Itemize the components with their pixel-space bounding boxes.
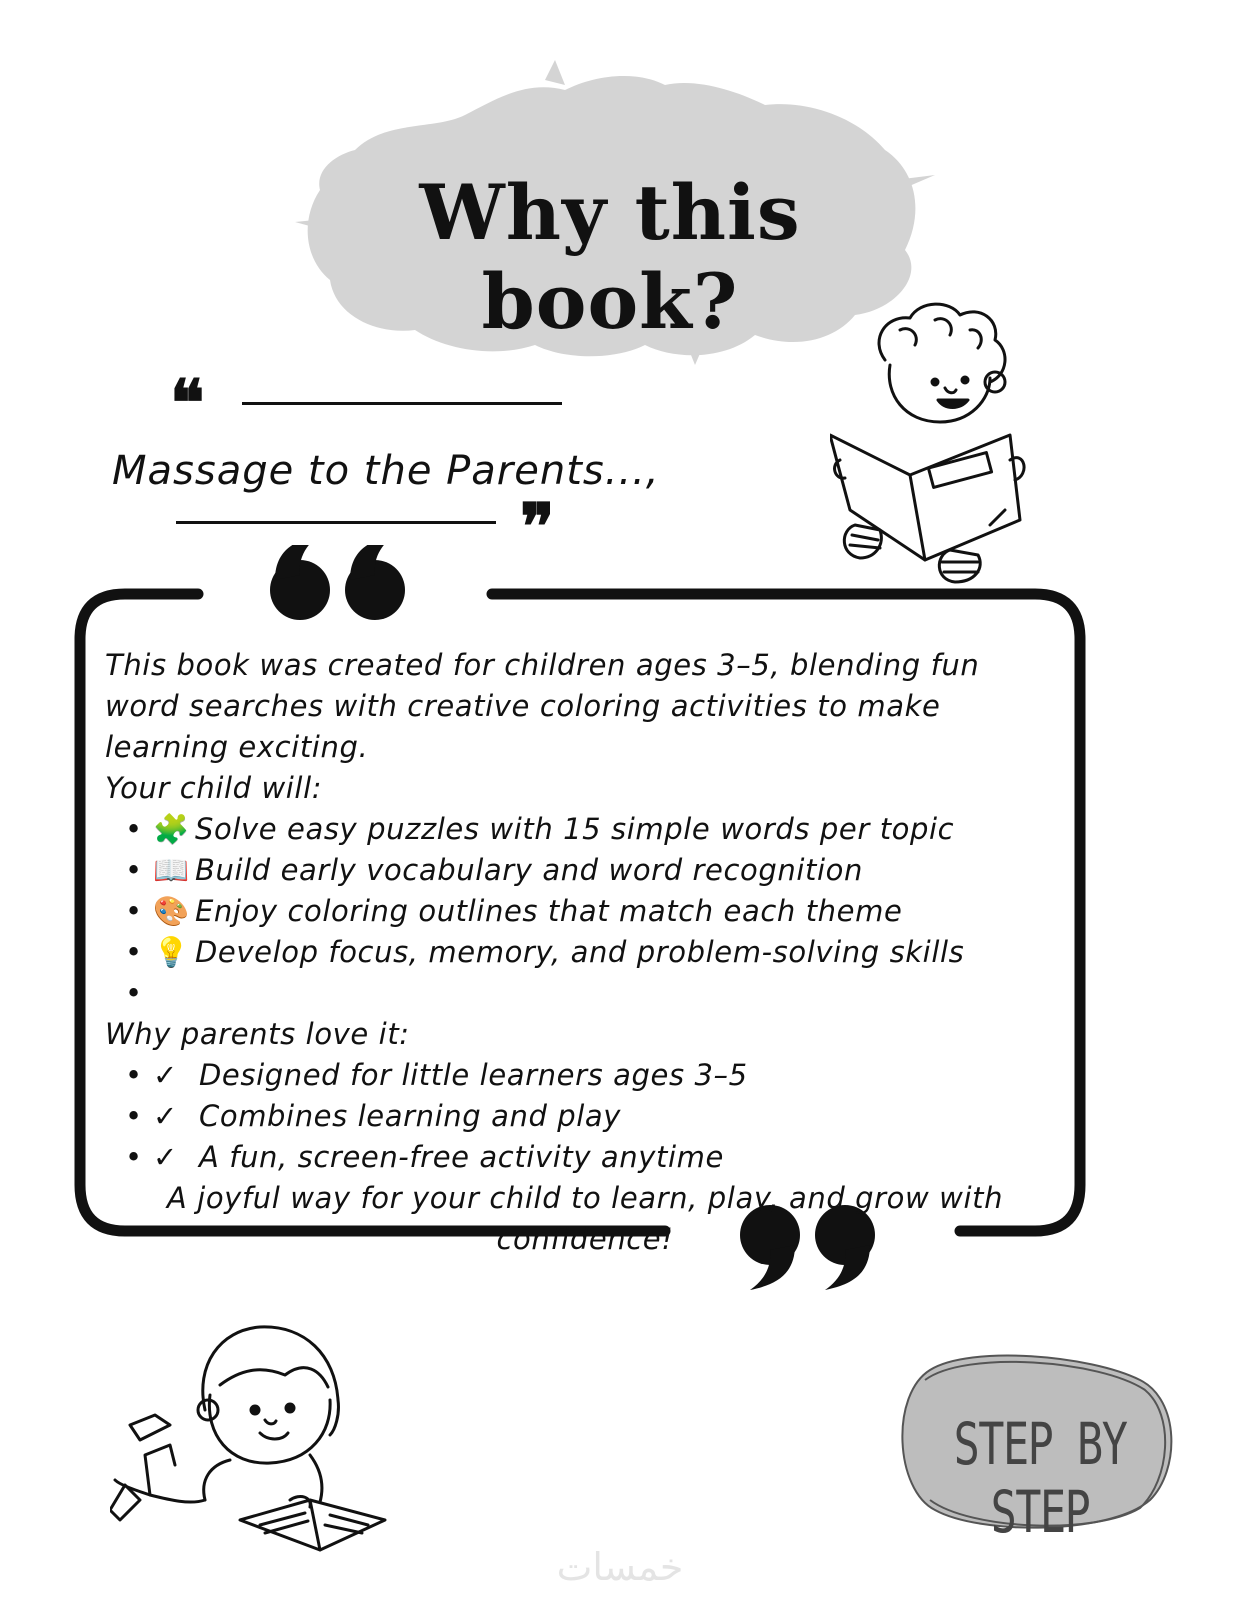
close-quote-icon: ❞ [520,490,555,565]
checkmark-icon: • ✓ [153,1058,178,1092]
message-body [105,645,1045,1260]
parent-reasons-list [105,1055,1045,1178]
list-item: • 🎨 Enjoy coloring outlines that match each theme [125,891,1045,932]
checkmark-icon: • ✓ [153,1099,178,1133]
intro-paragraph: This book was created for children ages 3–5, blending fun word searches with creative coloring activities to make learning exciting. [105,648,980,764]
list-item-empty [125,973,1045,1014]
list-item: • 📖 Build early vocabulary and word recognition [125,850,1045,891]
divider-line [176,521,496,524]
checkmark-icon: • ✓ [153,1140,178,1174]
child-heading: Your child will: [105,771,323,805]
girl-reading-illustration [110,1315,410,1565]
divider-line [242,402,562,405]
list-item: • ✓ A fun, screen-free activity anytime [125,1137,1045,1178]
puzzle-icon: 🧩 [153,812,190,846]
parents-heading: Why parents love it: [105,1017,410,1051]
brand-logo-text: STEP BY STEP [953,1410,1127,1546]
section-heading: Massage to the Parents..., [112,448,660,494]
list-item: • ✓ Designed for little learners ages 3–5 [125,1055,1045,1096]
list-item: • 🧩 Solve easy puzzles with 15 simple words per topic [125,809,1045,850]
page-title: Why this book? [419,168,801,346]
closing-line: A joyful way for your child to learn, play, and grow with confidence! [166,1181,1004,1256]
lightbulb-icon: 💡 [153,935,190,969]
child-benefits-list [105,809,1045,1014]
big-open-quote-icon [270,545,405,620]
watermark-logo: خمسات [556,1545,684,1589]
palette-icon: 🎨 [153,894,190,928]
open-quote-icon: ❝ [170,366,205,441]
list-item: • 💡 Develop focus, memory, and problem-solving skills [125,932,1045,973]
book-icon: 📖 [153,853,190,887]
list-item: • ✓ Combines learning and play [125,1096,1045,1137]
